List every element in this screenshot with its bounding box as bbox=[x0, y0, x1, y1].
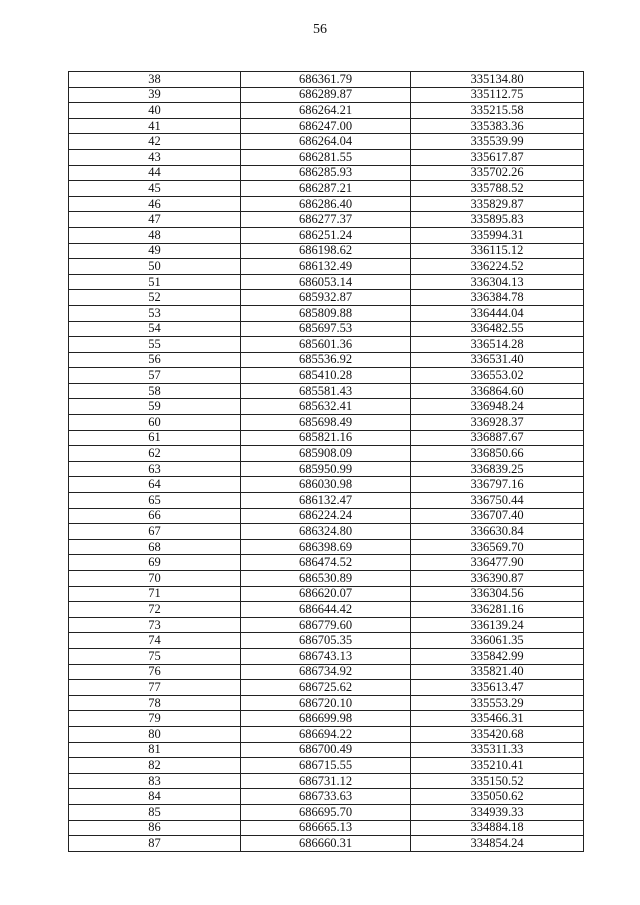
table-row bbox=[69, 196, 584, 212]
table-row bbox=[69, 664, 584, 680]
point-number-cell: 77 bbox=[69, 680, 241, 696]
x-coordinate-cell: 686715.55 bbox=[241, 758, 411, 774]
x-coordinate-cell: 686694.22 bbox=[241, 726, 411, 742]
x-coordinate-cell: 685908.09 bbox=[241, 446, 411, 462]
table-row bbox=[69, 539, 584, 555]
table-row bbox=[69, 820, 584, 836]
table-row bbox=[69, 430, 584, 446]
x-coordinate-cell: 686132.47 bbox=[241, 493, 411, 509]
x-coordinate-cell: 685536.92 bbox=[241, 352, 411, 368]
point-number-cell: 80 bbox=[69, 726, 241, 742]
point-number-cell: 85 bbox=[69, 804, 241, 820]
x-coordinate-cell: 686733.63 bbox=[241, 789, 411, 805]
x-coordinate-cell: 686198.62 bbox=[241, 243, 411, 259]
table-row bbox=[69, 617, 584, 633]
table-row bbox=[69, 149, 584, 165]
point-number-cell: 70 bbox=[69, 571, 241, 587]
x-coordinate-cell: 685809.88 bbox=[241, 305, 411, 321]
point-number-cell: 62 bbox=[69, 446, 241, 462]
table-row bbox=[69, 368, 584, 384]
table-row bbox=[69, 742, 584, 758]
x-coordinate-cell: 686289.87 bbox=[241, 87, 411, 103]
point-number-cell: 43 bbox=[69, 149, 241, 165]
y-coordinate-cell: 336630.84 bbox=[411, 524, 584, 540]
x-coordinate-cell: 686251.24 bbox=[241, 227, 411, 243]
x-coordinate-cell: 686530.89 bbox=[241, 571, 411, 587]
x-coordinate-cell: 686620.07 bbox=[241, 586, 411, 602]
y-coordinate-cell: 335553.29 bbox=[411, 695, 584, 711]
table-row bbox=[69, 87, 584, 103]
point-number-cell: 75 bbox=[69, 648, 241, 664]
point-number-cell: 54 bbox=[69, 321, 241, 337]
table-row bbox=[69, 571, 584, 587]
x-coordinate-cell: 685581.43 bbox=[241, 383, 411, 399]
y-coordinate-cell: 336514.28 bbox=[411, 337, 584, 353]
table-row bbox=[69, 337, 584, 353]
point-number-cell: 41 bbox=[69, 118, 241, 134]
point-number-cell: 67 bbox=[69, 524, 241, 540]
point-number-cell: 53 bbox=[69, 305, 241, 321]
y-coordinate-cell: 336887.67 bbox=[411, 430, 584, 446]
table-row bbox=[69, 804, 584, 820]
x-coordinate-cell: 686695.70 bbox=[241, 804, 411, 820]
y-coordinate-cell: 335210.41 bbox=[411, 758, 584, 774]
point-number-cell: 58 bbox=[69, 383, 241, 399]
y-coordinate-cell: 335617.87 bbox=[411, 149, 584, 165]
table-row bbox=[69, 259, 584, 275]
coordinates-table-body bbox=[69, 72, 584, 852]
x-coordinate-cell: 685410.28 bbox=[241, 368, 411, 384]
point-number-cell: 71 bbox=[69, 586, 241, 602]
table-row bbox=[69, 227, 584, 243]
y-coordinate-cell: 336115.12 bbox=[411, 243, 584, 259]
point-number-cell: 47 bbox=[69, 212, 241, 228]
x-coordinate-cell: 686264.21 bbox=[241, 103, 411, 119]
x-coordinate-cell: 686779.60 bbox=[241, 617, 411, 633]
x-coordinate-cell: 685950.99 bbox=[241, 461, 411, 477]
x-coordinate-cell: 686277.37 bbox=[241, 212, 411, 228]
point-number-cell: 65 bbox=[69, 493, 241, 509]
x-coordinate-cell: 686247.00 bbox=[241, 118, 411, 134]
page-number: 56 bbox=[313, 22, 327, 37]
table-row bbox=[69, 726, 584, 742]
table-row bbox=[69, 72, 584, 88]
point-number-cell: 52 bbox=[69, 290, 241, 306]
y-coordinate-cell: 335895.83 bbox=[411, 212, 584, 228]
y-coordinate-cell: 336444.04 bbox=[411, 305, 584, 321]
table-row bbox=[69, 212, 584, 228]
point-number-cell: 84 bbox=[69, 789, 241, 805]
table-row bbox=[69, 758, 584, 774]
point-number-cell: 76 bbox=[69, 664, 241, 680]
point-number-cell: 51 bbox=[69, 274, 241, 290]
point-number-cell: 50 bbox=[69, 259, 241, 275]
x-coordinate-cell: 686361.79 bbox=[241, 72, 411, 88]
x-coordinate-cell: 686398.69 bbox=[241, 539, 411, 555]
y-coordinate-cell: 336482.55 bbox=[411, 321, 584, 337]
table-row bbox=[69, 773, 584, 789]
table-row bbox=[69, 477, 584, 493]
y-coordinate-cell: 336750.44 bbox=[411, 493, 584, 509]
x-coordinate-cell: 685697.53 bbox=[241, 321, 411, 337]
x-coordinate-cell: 686264.04 bbox=[241, 134, 411, 150]
point-number-cell: 78 bbox=[69, 695, 241, 711]
x-coordinate-cell: 686285.93 bbox=[241, 165, 411, 181]
table-row bbox=[69, 181, 584, 197]
y-coordinate-cell: 335134.80 bbox=[411, 72, 584, 88]
y-coordinate-cell: 336864.60 bbox=[411, 383, 584, 399]
table-row bbox=[69, 789, 584, 805]
point-number-cell: 81 bbox=[69, 742, 241, 758]
x-coordinate-cell: 685932.87 bbox=[241, 290, 411, 306]
y-coordinate-cell: 336707.40 bbox=[411, 508, 584, 524]
y-coordinate-cell: 334939.33 bbox=[411, 804, 584, 820]
x-coordinate-cell: 686324.80 bbox=[241, 524, 411, 540]
point-number-cell: 40 bbox=[69, 103, 241, 119]
x-coordinate-cell: 686731.12 bbox=[241, 773, 411, 789]
y-coordinate-cell: 336281.16 bbox=[411, 602, 584, 618]
point-number-cell: 59 bbox=[69, 399, 241, 415]
point-number-cell: 39 bbox=[69, 87, 241, 103]
table-row bbox=[69, 586, 584, 602]
y-coordinate-cell: 336850.66 bbox=[411, 446, 584, 462]
point-number-cell: 56 bbox=[69, 352, 241, 368]
table-row bbox=[69, 493, 584, 509]
x-coordinate-cell: 686644.42 bbox=[241, 602, 411, 618]
y-coordinate-cell: 335050.62 bbox=[411, 789, 584, 805]
table-row bbox=[69, 290, 584, 306]
point-number-cell: 64 bbox=[69, 477, 241, 493]
table-row bbox=[69, 602, 584, 618]
x-coordinate-cell: 686224.24 bbox=[241, 508, 411, 524]
point-number-cell: 66 bbox=[69, 508, 241, 524]
y-coordinate-cell: 336948.24 bbox=[411, 399, 584, 415]
x-coordinate-cell: 686660.31 bbox=[241, 836, 411, 852]
y-coordinate-cell: 335788.52 bbox=[411, 181, 584, 197]
x-coordinate-cell: 686281.55 bbox=[241, 149, 411, 165]
x-coordinate-cell: 686720.10 bbox=[241, 695, 411, 711]
point-number-cell: 72 bbox=[69, 602, 241, 618]
x-coordinate-cell: 686725.62 bbox=[241, 680, 411, 696]
y-coordinate-cell: 336553.02 bbox=[411, 368, 584, 384]
y-coordinate-cell: 334884.18 bbox=[411, 820, 584, 836]
point-number-cell: 86 bbox=[69, 820, 241, 836]
table-row bbox=[69, 836, 584, 852]
table-row bbox=[69, 711, 584, 727]
table-row bbox=[69, 243, 584, 259]
point-number-cell: 82 bbox=[69, 758, 241, 774]
x-coordinate-cell: 686705.35 bbox=[241, 633, 411, 649]
y-coordinate-cell: 336477.90 bbox=[411, 555, 584, 571]
table-row bbox=[69, 524, 584, 540]
point-number-cell: 49 bbox=[69, 243, 241, 259]
point-number-cell: 60 bbox=[69, 415, 241, 431]
table-row bbox=[69, 383, 584, 399]
y-coordinate-cell: 335702.26 bbox=[411, 165, 584, 181]
table-row bbox=[69, 118, 584, 134]
y-coordinate-cell: 336224.52 bbox=[411, 259, 584, 275]
point-number-cell: 83 bbox=[69, 773, 241, 789]
y-coordinate-cell: 335613.47 bbox=[411, 680, 584, 696]
y-coordinate-cell: 336304.13 bbox=[411, 274, 584, 290]
y-coordinate-cell: 336797.16 bbox=[411, 477, 584, 493]
point-number-cell: 55 bbox=[69, 337, 241, 353]
point-number-cell: 74 bbox=[69, 633, 241, 649]
point-number-cell: 69 bbox=[69, 555, 241, 571]
y-coordinate-cell: 335821.40 bbox=[411, 664, 584, 680]
point-number-cell: 46 bbox=[69, 196, 241, 212]
table-row bbox=[69, 274, 584, 290]
point-number-cell: 42 bbox=[69, 134, 241, 150]
y-coordinate-cell: 335383.36 bbox=[411, 118, 584, 134]
point-number-cell: 61 bbox=[69, 430, 241, 446]
y-coordinate-cell: 334854.24 bbox=[411, 836, 584, 852]
table-row bbox=[69, 461, 584, 477]
y-coordinate-cell: 335150.52 bbox=[411, 773, 584, 789]
table-row bbox=[69, 399, 584, 415]
table-row bbox=[69, 321, 584, 337]
y-coordinate-cell: 336928.37 bbox=[411, 415, 584, 431]
point-number-cell: 68 bbox=[69, 539, 241, 555]
coordinates-table bbox=[68, 71, 584, 852]
x-coordinate-cell: 686743.13 bbox=[241, 648, 411, 664]
table-row bbox=[69, 648, 584, 664]
x-coordinate-cell: 686132.49 bbox=[241, 259, 411, 275]
y-coordinate-cell: 335215.58 bbox=[411, 103, 584, 119]
point-number-cell: 63 bbox=[69, 461, 241, 477]
y-coordinate-cell: 335829.87 bbox=[411, 196, 584, 212]
table-row bbox=[69, 695, 584, 711]
table-row bbox=[69, 508, 584, 524]
x-coordinate-cell: 686030.98 bbox=[241, 477, 411, 493]
x-coordinate-cell: 686474.52 bbox=[241, 555, 411, 571]
table-row bbox=[69, 103, 584, 119]
table-row bbox=[69, 352, 584, 368]
point-number-cell: 87 bbox=[69, 836, 241, 852]
y-coordinate-cell: 335311.33 bbox=[411, 742, 584, 758]
x-coordinate-cell: 685821.16 bbox=[241, 430, 411, 446]
x-coordinate-cell: 686053.14 bbox=[241, 274, 411, 290]
x-coordinate-cell: 686700.49 bbox=[241, 742, 411, 758]
y-coordinate-cell: 336061.35 bbox=[411, 633, 584, 649]
y-coordinate-cell: 335112.75 bbox=[411, 87, 584, 103]
y-coordinate-cell: 336304.56 bbox=[411, 586, 584, 602]
table-row bbox=[69, 134, 584, 150]
point-number-cell: 48 bbox=[69, 227, 241, 243]
y-coordinate-cell: 336139.24 bbox=[411, 617, 584, 633]
y-coordinate-cell: 336839.25 bbox=[411, 461, 584, 477]
x-coordinate-cell: 686286.40 bbox=[241, 196, 411, 212]
y-coordinate-cell: 336569.70 bbox=[411, 539, 584, 555]
y-coordinate-cell: 335420.68 bbox=[411, 726, 584, 742]
y-coordinate-cell: 336390.87 bbox=[411, 571, 584, 587]
y-coordinate-cell: 335994.31 bbox=[411, 227, 584, 243]
table-row bbox=[69, 680, 584, 696]
point-number-cell: 38 bbox=[69, 72, 241, 88]
point-number-cell: 79 bbox=[69, 711, 241, 727]
y-coordinate-cell: 335539.99 bbox=[411, 134, 584, 150]
x-coordinate-cell: 686734.92 bbox=[241, 664, 411, 680]
table-row bbox=[69, 633, 584, 649]
y-coordinate-cell: 336384.78 bbox=[411, 290, 584, 306]
x-coordinate-cell: 686287.21 bbox=[241, 181, 411, 197]
table-row bbox=[69, 415, 584, 431]
x-coordinate-cell: 685601.36 bbox=[241, 337, 411, 353]
x-coordinate-cell: 686699.98 bbox=[241, 711, 411, 727]
table-row bbox=[69, 446, 584, 462]
x-coordinate-cell: 685632.41 bbox=[241, 399, 411, 415]
x-coordinate-cell: 686665.13 bbox=[241, 820, 411, 836]
y-coordinate-cell: 335842.99 bbox=[411, 648, 584, 664]
table-row bbox=[69, 305, 584, 321]
point-number-cell: 57 bbox=[69, 368, 241, 384]
point-number-cell: 44 bbox=[69, 165, 241, 181]
point-number-cell: 45 bbox=[69, 181, 241, 197]
point-number-cell: 73 bbox=[69, 617, 241, 633]
table-row bbox=[69, 165, 584, 181]
y-coordinate-cell: 336531.40 bbox=[411, 352, 584, 368]
x-coordinate-cell: 685698.49 bbox=[241, 415, 411, 431]
table-row bbox=[69, 555, 584, 571]
y-coordinate-cell: 335466.31 bbox=[411, 711, 584, 727]
